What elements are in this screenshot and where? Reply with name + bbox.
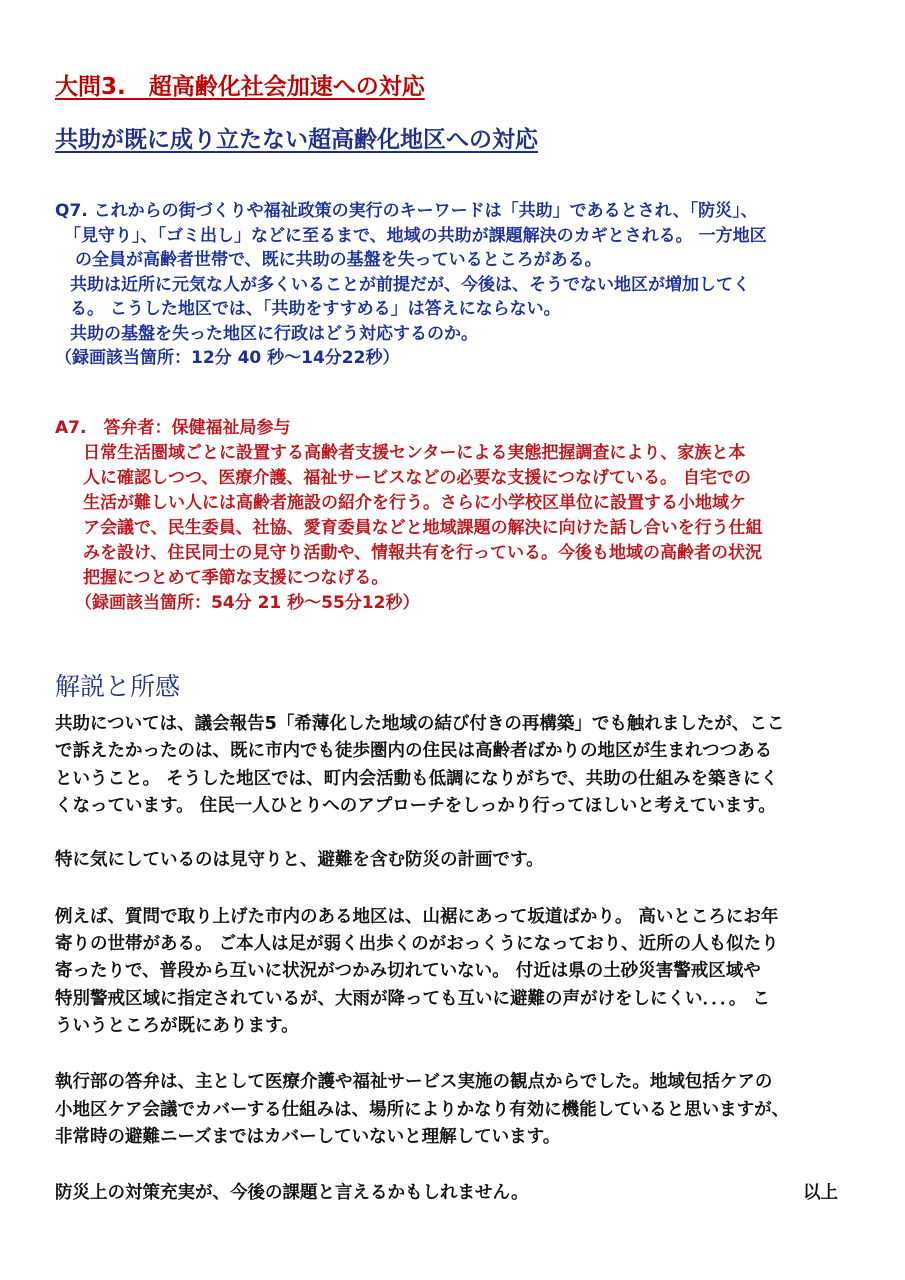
- answer-line: みを設け、住民同士の見守り活動や、情報共有を行っている。今後も地域の高齢者の状況: [83, 543, 762, 563]
- paragraph-line: 防災上の対策充実が、今後の課題と言えるかもしれません。: [55, 1183, 529, 1203]
- paragraph-line: 小地区ケア会議でカバーする仕組みは、場所によりかなり有効に機能していると思いますが、: [55, 1100, 790, 1120]
- paragraph-line: ういうところが既にあります。: [55, 1016, 299, 1036]
- recording-reference: （録画該当箇所：54分 21 秒～55分12秒）: [75, 593, 420, 613]
- question-line: 共助の基盤を失った地区に行政はどう対応するのか。: [70, 324, 478, 344]
- closing-mark: 以上: [803, 1183, 838, 1203]
- paragraph-line: 特別警戒区域に指定されているが、大雨が降っても互いに避難の声がけをしにくい．．．。 こ: [55, 989, 770, 1009]
- question-line: の全員が高齢者世帯で、既に共助の基盤を失っているところがある。: [75, 250, 602, 270]
- answer-line: 日常生活圏域ごとに設置する高齢者支援センターによる実態把握調査により、家族と本: [83, 443, 746, 463]
- answer-header: A7. 答弁者：保健福祉局参与: [55, 418, 291, 438]
- paragraph-line: で訴えたかったのは、既に市内でも徒歩圏内の住民は高齢者ばかりの地区が生まれつつある: [55, 741, 773, 761]
- recording-reference: （録画該当箇所：12分 40 秒～14分22秒）: [55, 348, 400, 368]
- question-line: Q7. これからの街づくりや福祉政策の実行のキーワードは「共助」であるとされ、「防災」、: [55, 201, 758, 221]
- question-line: る。 こうした地区では、「共助をすすめる」は答えにならない。: [70, 299, 561, 319]
- question-line: 共助は近所に元気な人が多くいることが前提だが、今後は、そうでない地区が増加してく: [70, 275, 750, 295]
- question-line: 「見守り」、「ゴミ出し」などに至るまで、地域の共助が課題解決のカギとされる。 一方地区: [64, 226, 767, 246]
- paragraph-line: 特に気にしているのは見守りと、避難を含む防災の計画です。: [55, 850, 544, 870]
- paragraph-line: 寄りの世帯がある。 ご本人は足が弱く出歩くのがおっくうになっており、近所の人も似たり: [55, 934, 779, 954]
- paragraph-line: くなっています。 住民一人ひとりへのアプローチをしっかり行ってほしいと考えています。: [55, 796, 776, 816]
- section-title: 大問3. 超高齢化社会加速への対応: [55, 74, 425, 100]
- answer-line: 人に確認しつつ、医療介護、福祉サービスなどの必要な支援につなげている。 自宅での: [83, 468, 751, 488]
- paragraph-line: 非常時の避難ニーズまではカバーしていないと理解しています。: [55, 1127, 561, 1147]
- commentary-heading: 解説と所感: [55, 672, 181, 701]
- answer-line: 生活が難しい人には高齢者施設の紹介を行う。さらに小学校区単位に設置する小地域ケ: [83, 493, 746, 513]
- paragraph-line: 寄ったりで、普段から互いに状況がつかみ切れていない。 付近は県の土砂災害警戒区域や: [55, 961, 761, 981]
- paragraph-line: 共助については、議会報告5「希薄化した地域の結び付きの再構築」でも触れましたが、ここ: [55, 714, 785, 734]
- section-subtitle: 共助が既に成り立たない超高齢化地区への対応: [55, 127, 538, 153]
- answer-line: 把握につとめて季節な支援につなげる。: [83, 568, 389, 588]
- paragraph-line: ということ。 そうした地区では、町内会活動も低調になりがちで、共助の仕組みを築きにく: [55, 769, 779, 789]
- answer-line: ア会議で、民生委員、社協、愛育委員などと地域課題の解決に向けた話し合いを行う仕組: [83, 518, 763, 538]
- paragraph-line: 執行部の答弁は、主として医療介護や福祉サービス実施の観点からでした。地域包括ケアの: [55, 1072, 773, 1092]
- paragraph-line: 例えば、質問で取り上げた市内のある地区は、山裾にあって坂道ばかり。 高いところにお年: [55, 907, 779, 927]
